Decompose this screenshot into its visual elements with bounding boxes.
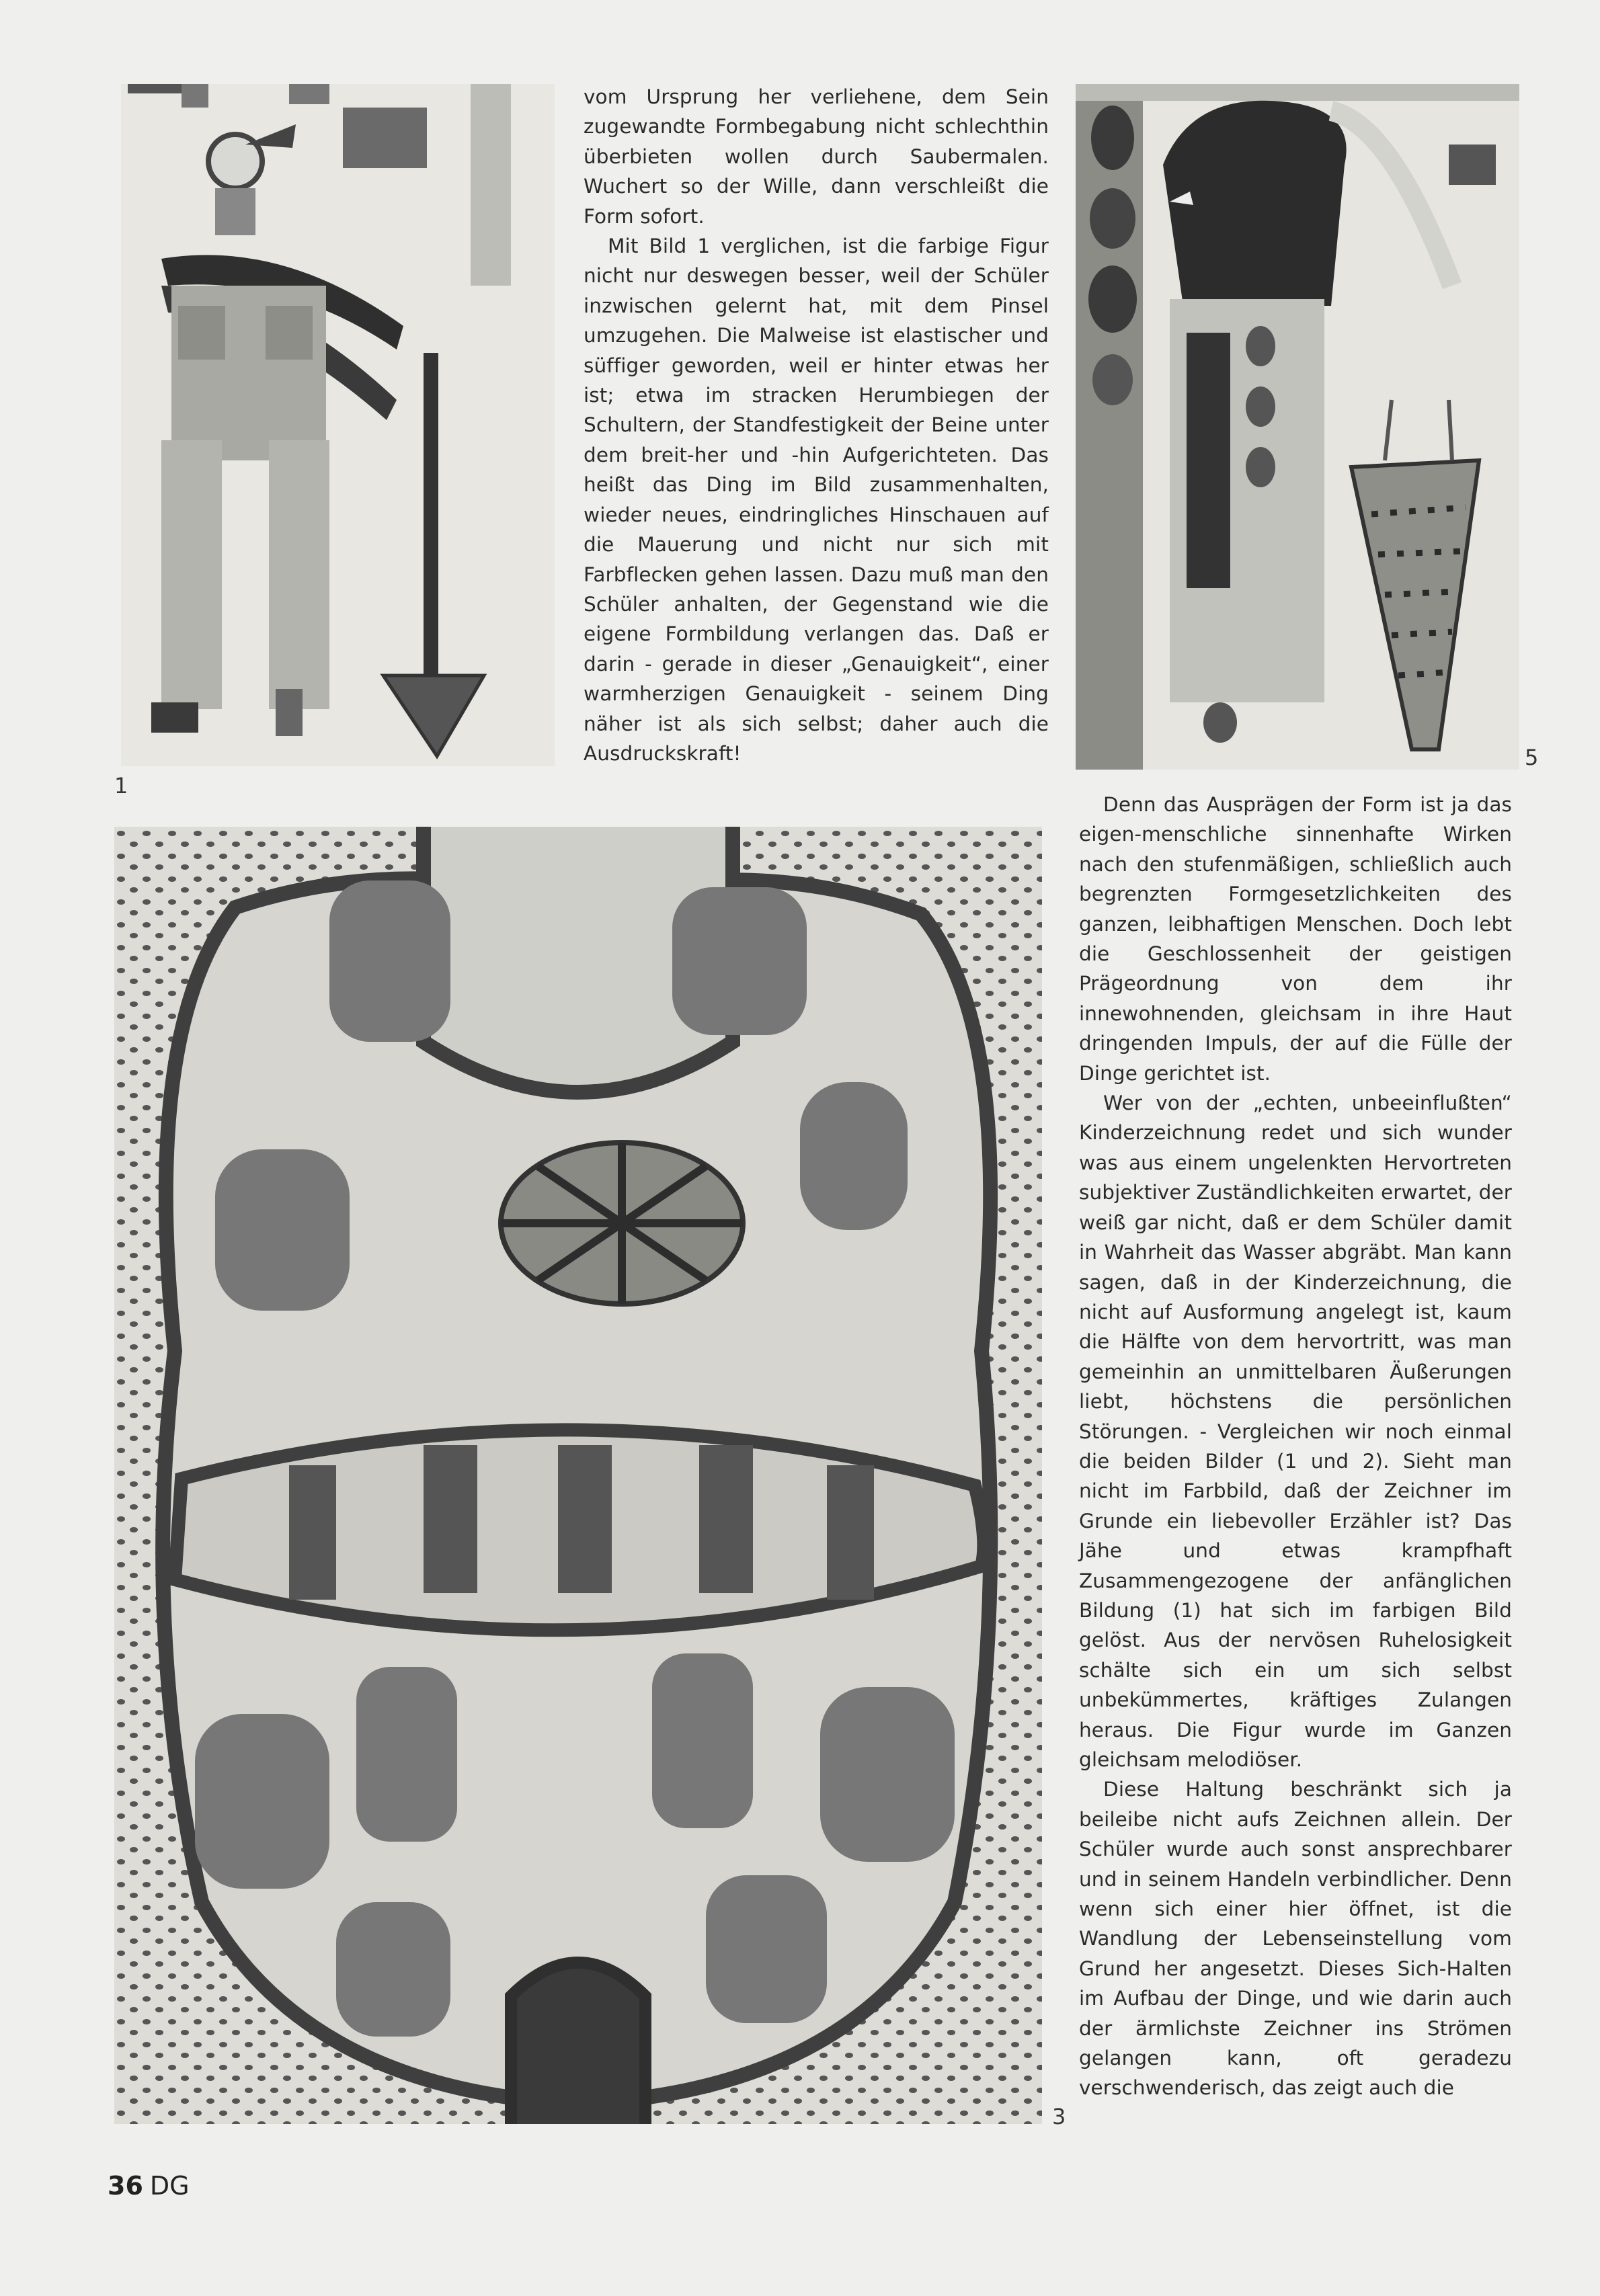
figure-5-number: 5 [1525, 745, 1539, 770]
paragraph: vom Ursprung her verliehene, dem Sein zugewandte Formbegabung nicht schlechthin überbieten wollen durch Saubermalen. Wuchert so der Wille, dann verschleißt die Form sofort. [584, 85, 1049, 228]
figure-3-number: 3 [1052, 2104, 1066, 2129]
figure-5-artwork [1076, 84, 1519, 770]
paragraph: Diese Haltung beschränkt sich ja beileibe nicht aufs Zeichnen allein. Der Schüler wurde auch sonst ansprechbarer und in seinem Handeln verbindlicher. Denn wenn sich einer hier öffnet, ist die Wandlung der Lebenseinstellung vom Grund her angesetzt. Dieses Sich-Halten im Aufbau der Dinge, und wie darin auch der ärmlichste Zeichner ins Strömen gelangen kann, oft geradezu verschwenderisch, das zeigt auch die [1079, 1778, 1512, 2100]
page-number: 36 [108, 2171, 143, 2201]
figure-3-painting [114, 827, 1042, 2124]
paragraph: Mit Bild 1 verglichen, ist die farbige Figur nicht nur deswegen besser, weil der Schüler inzwischen gelernt hat, mit dem Pinsel umzugehen. Die Malweise ist elastischer und süffiger geworden, weil er hinter etwas her ist; etwa im stracken Herumbiegen der Schultern, der Standfestigkeit der Beine unter dem breit-her und -hin Aufgerichteten. Das heißt das Ding im Bild zusammenhalten, wieder neues, eindringliches Hinschauen auf die Mauerung und nicht nur sich mit Farbflecken gehen lassen. Dazu muß man den Schüler anhalten, der Gegenstand wie die eigene Formbildung verlangen das. Daß er darin - gerade in dieser „Genauigkeit“, einer warmherzigen Genauigkeit - seinem Ding näher ist als sich selbst; daher auch die Ausdruckskraft! [584, 235, 1049, 765]
journal-abbreviation: DG [149, 2171, 190, 2201]
paragraph: Wer von der „echten, unbeeinflußten“ Kinderzeichnung redet und sich wunder was aus einem ungelenkten Hervortreten subjektiver Zuständlichkeiten erwartet, der weiß gar nicht, daß er dem Schüler damit in Wahrheit das Wasser abgräbt. Man kann sagen, daß in der Kinderzeichnung, die nicht auf Ausformung angelegt ist, kaum die Hälfte von dem hervortritt, was man gemeinhin an unmittelbaren Äußerungen liebt, höchstens die persönlichen Störungen. - Vergleichen wir noch einmal die beiden Bilder (1 und 2). Sieht man nicht im Farbbild, daß der Zeichner im Grunde ein liebevoller Erzähler ist? Das Jähe und etwas krampfhaft Zusammengezogene der anfänglichen Bildung (1) hat sich im farbigen Bild gelöst. Aus der nervösen Ruhelosigkeit schälte sich ein um sich selbst unbekümmertes, kräftiges Zulangen heraus. Die Figur wurde im Ganzen gleichsam melodiöser. [1079, 1092, 1512, 1771]
paragraph: Denn das Ausprägen der Form ist ja das eigen-menschliche sinnenhafte Wirken nach den stufenmäßigen, schließlich auch begrenzten Formgesetzlichkeiten des ganzen, leibhaftigen Menschen. Doch lebt die Geschlossenheit der geistigen Prägeordnung von dem ihr innewohnenden, gleichsam in ihre Haut dringenden Impuls, der auf die Fülle der Dinge gerichtet ist. [1079, 793, 1512, 1085]
figure-1-artwork [121, 84, 555, 766]
figure-1-number: 1 [114, 773, 128, 798]
text-column-top [584, 82, 1049, 768]
figure-1-painting [121, 84, 555, 766]
figure-3-artwork [114, 827, 1042, 2124]
page-folio [108, 2171, 190, 2201]
figure-5-painting [1076, 84, 1519, 770]
text-column-right [1079, 790, 1512, 2103]
